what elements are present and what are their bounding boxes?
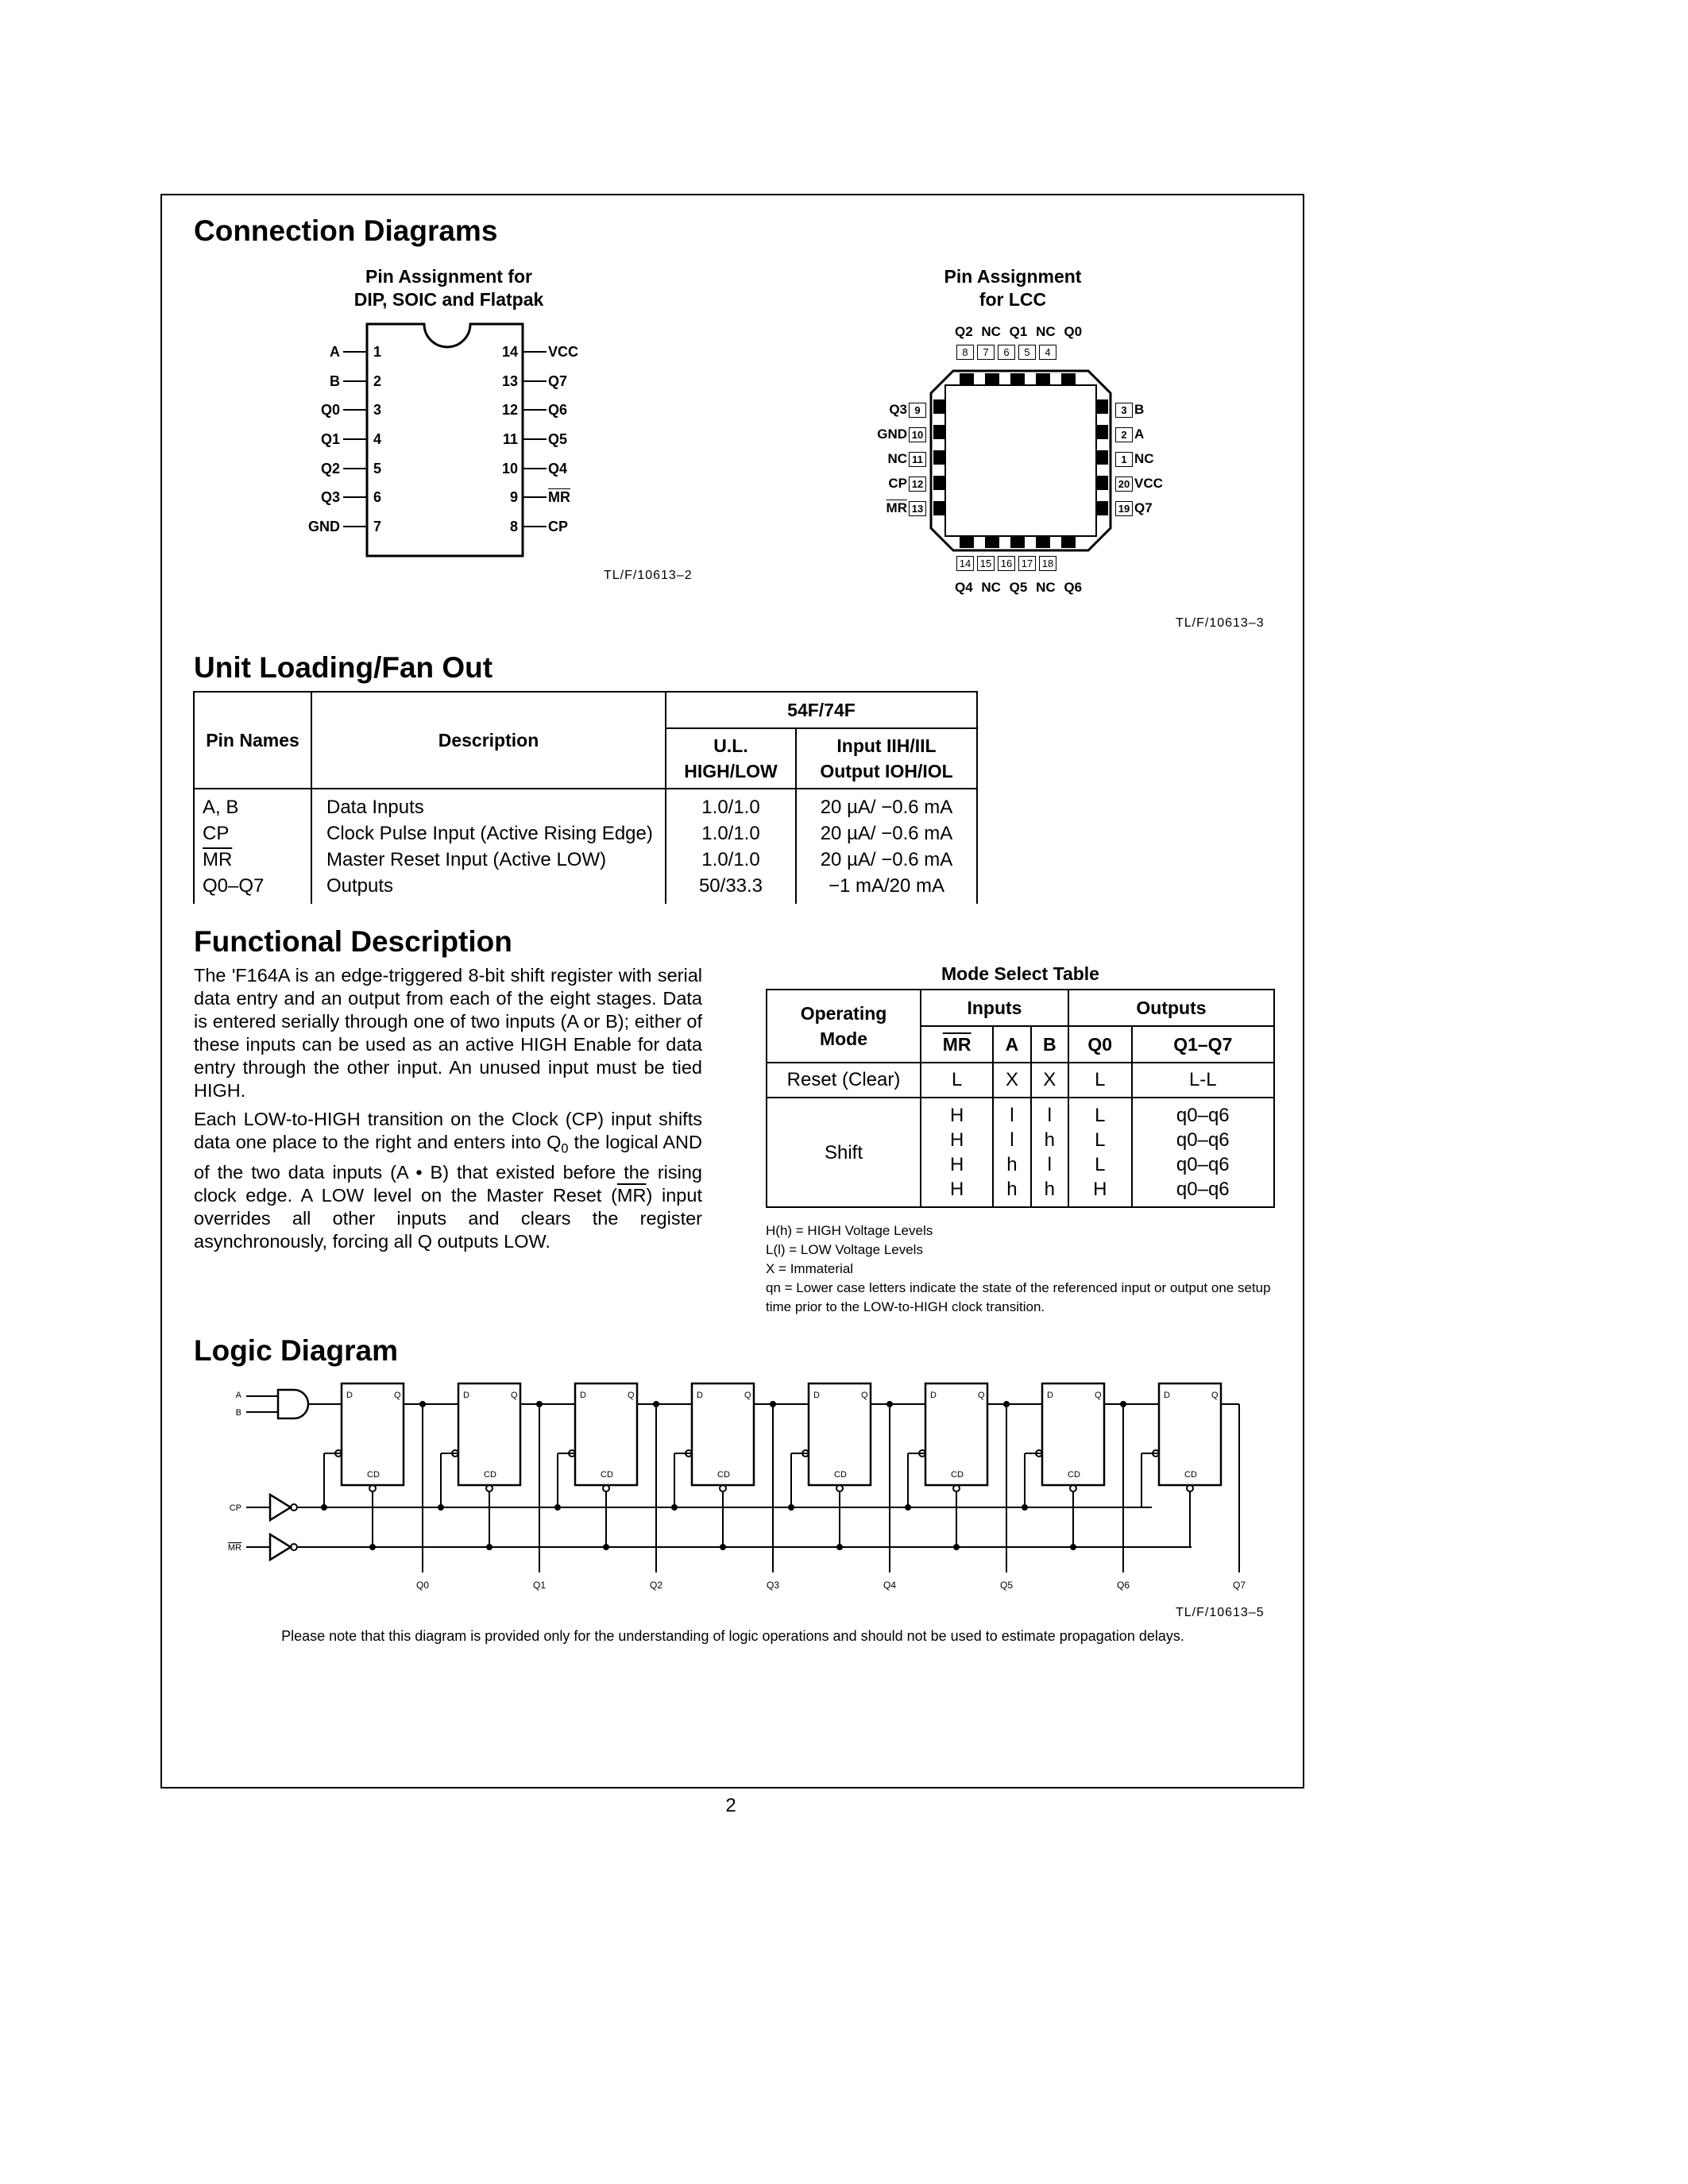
dip-pin-label: Q3 (320, 489, 340, 505)
lcc-left-pin (866, 500, 928, 516)
qn-cell: L-L (1132, 1063, 1274, 1098)
dip-pin-number: 10 (501, 461, 518, 477)
ff-cd-label: CD (601, 1470, 613, 1480)
ff-cd-label: CD (951, 1470, 964, 1480)
ff-d-label: D (1164, 1391, 1170, 1400)
dip-pin-label: GND (308, 519, 340, 534)
col-input: Input IIH/IIL (836, 735, 937, 756)
lcc-pin-label: Q3 (889, 402, 907, 417)
lcc-caption (906, 265, 1120, 311)
output-label: Q6 (1116, 1580, 1130, 1591)
dip-pin-number: 13 (501, 373, 518, 389)
pin-cell: $\overline{MR}$ (203, 849, 233, 870)
ul-column (666, 789, 796, 904)
qn-cell: q0–q6 (1176, 1179, 1230, 1200)
ff-cd-label: CD (834, 1470, 847, 1480)
lcc-bottom-labels: Q4 NC Q5 NC Q6 (955, 580, 1083, 595)
dip-pin-number: 6 (373, 489, 382, 505)
lcc-right-pin (1114, 402, 1144, 418)
dip-pin-number: 12 (501, 402, 518, 418)
logic-diagram (214, 1374, 1271, 1604)
ff-q-label: Q (861, 1391, 868, 1400)
lcc-top-labels: Q2 NC Q1 NC Q0 (955, 324, 1083, 339)
dip-pin-number: 8 (509, 519, 518, 534)
functional-paragraph-1: The 'F164A is an edge-triggered 8-bit shift register with serial data entry and an output from each of the eight stages. Data is entered serially through one of two inputs (A or B); either of these inputs can be used as an active HIGH Enable for data entry through the other input. An unused input must be tied HIGH. (194, 965, 702, 1101)
dip-pin-label: Q6 (548, 402, 568, 418)
lcc-pin-number: 11 (909, 452, 926, 467)
desc-cell: Master Reset Input (Active LOW) (326, 849, 607, 870)
lcc-pin-number: 9 (909, 403, 926, 418)
lcc-pin-number: 3 (1115, 403, 1133, 418)
logic-ref: TL/F/10613–5 (1176, 1606, 1265, 1619)
dip-pin-label: Q2 (320, 461, 340, 477)
lcc-pin-number: 15 (977, 556, 995, 571)
a-column (993, 1098, 1030, 1207)
dip-caption-line1: Pin Assignment for (365, 266, 532, 287)
dip-pin-label: CP (548, 519, 569, 534)
reset-row (767, 1063, 1274, 1098)
lcc-pin-label: CP (888, 476, 907, 491)
dip-pin-label: Q0 (320, 402, 340, 418)
output-label: Q7 (1232, 1580, 1246, 1591)
lcc-pin-number: 19 (1115, 501, 1133, 516)
ff-q-label: Q (628, 1391, 635, 1400)
mode-cell: Shift (767, 1098, 921, 1207)
lcc-pin-number: 6 (998, 345, 1015, 360)
col-mode-line2: Mode (819, 1028, 868, 1049)
mr-cell: L (921, 1063, 993, 1098)
col-description: Description (311, 692, 666, 789)
q0-cell: L (1095, 1129, 1106, 1151)
pin-column (194, 789, 311, 904)
lcc-pin-number: 14 (956, 556, 974, 571)
lcc-left-pin (866, 402, 928, 418)
qn-cell: q0–q6 (1176, 1154, 1230, 1175)
functional-p2-part-a: Each LOW-to-HIGH transition on the Clock (CP) input shifts data one place to the right and enters into Q (194, 1109, 702, 1152)
lcc-caption-line1: Pin Assignment (944, 266, 1082, 287)
col-mode-line1: Operating (800, 1003, 887, 1024)
lcc-left-pin (866, 426, 928, 442)
col-ul-line1: U.L. (713, 735, 748, 756)
lcc-right-pin (1114, 451, 1154, 467)
lcc-ref: TL/F/10613–3 (1176, 616, 1265, 630)
ff-d-label: D (813, 1391, 820, 1400)
shift-rows (767, 1098, 1274, 1207)
ul-cell: 1.0/1.0 (701, 797, 760, 818)
dip-pin-number: 11 (502, 431, 518, 447)
col-q0: Q0 (1068, 1026, 1132, 1063)
dip-pin-label: Q7 (548, 373, 568, 389)
col-pin-names: Pin Names (194, 692, 311, 789)
q0-column (1068, 1098, 1132, 1207)
lcc-pin-number: 7 (977, 345, 995, 360)
functional-p2-mr: $\overline{MR}$ (616, 1184, 647, 1206)
functional-heading: Functional Description (194, 925, 512, 958)
b-cell: l (1047, 1154, 1052, 1175)
lcc-pin-number: 5 (1018, 345, 1036, 360)
note-line: qn = Lower case letters indicate the state of the referenced input or output one setup time prior to the LOW-to-HIGH clock transition. (766, 1280, 1271, 1314)
io-cell: −1 mA/20 mA (828, 875, 945, 897)
logic-wires (246, 1383, 1239, 1572)
lcc-right-pin (1114, 426, 1144, 442)
lcc-pin-number: 20 (1115, 477, 1133, 492)
b-cell: h (1044, 1129, 1055, 1151)
connection-heading: Connection Diagrams (194, 214, 498, 247)
note-line: L(l) = LOW Voltage Levels (766, 1242, 923, 1257)
ff-d-label: D (697, 1391, 703, 1400)
ff-cd-label: CD (367, 1470, 380, 1480)
ff-d-label: D (346, 1391, 353, 1400)
desc-cell: Outputs (326, 875, 394, 897)
lcc-pin-label: $\overline{MR}$ (886, 500, 907, 515)
lcc-left-pin (866, 476, 928, 492)
functional-p2-part-b: the logical AND of the two data inputs (A • B) that existed before the rising clock edge. A LOW level on the Master Reset ( (194, 1132, 702, 1206)
ff-d-label: D (930, 1391, 937, 1400)
q0-cell: L (1095, 1105, 1106, 1126)
dip-pin-label: Q1 (320, 431, 340, 447)
output-label: Q2 (649, 1580, 663, 1591)
dip-ref: TL/F/10613–2 (604, 569, 693, 582)
col-a: A (993, 1026, 1030, 1063)
a-cell: h (1006, 1154, 1018, 1175)
output-label: Q5 (999, 1580, 1014, 1591)
logic-labels (228, 1391, 242, 1553)
lcc-pin-number: 18 (1039, 556, 1056, 571)
col-outputs: Outputs (1068, 990, 1274, 1026)
b-cell: h (1044, 1179, 1055, 1200)
functional-p2-sub: 0 (561, 1141, 569, 1156)
description-column (311, 789, 666, 904)
dip-pin-label: $\overline{MR}$ (548, 489, 570, 505)
lcc-pin-label: NC (1134, 451, 1154, 466)
ff-cd-label: CD (1068, 1470, 1080, 1480)
io-cell: 20 µA/ −0.6 mA (820, 849, 953, 870)
mr-cell: H (949, 1129, 964, 1151)
lcc-pin-label: Q7 (1134, 500, 1153, 515)
lcc-pin-label: GND (877, 426, 907, 442)
dip-caption (318, 265, 580, 311)
a-cell: l (1010, 1129, 1014, 1151)
ff-q-label: Q (394, 1391, 401, 1400)
col-ul-line2: HIGH/LOW (684, 761, 778, 781)
logic-label-cp: CP (229, 1503, 241, 1513)
ff-d-label: D (1047, 1391, 1053, 1400)
logic-heading: Logic Diagram (194, 1334, 398, 1367)
ff-q-label: Q (978, 1391, 985, 1400)
dip-pin-number: 1 (373, 344, 382, 360)
output-label: Q4 (883, 1580, 897, 1591)
desc-cell: Clock Pulse Input (Active Rising Edge) (326, 823, 653, 844)
pin-cell: A, B (203, 797, 239, 818)
logic-note: Please note that this diagram is provided only for the understanding of logic operations and should not be used to estimate propagation delays. (281, 1628, 1184, 1644)
ul-cell: 50/33.3 (698, 875, 763, 897)
logic-label-a: A (235, 1391, 241, 1400)
ff-q-label: Q (1095, 1391, 1102, 1400)
lcc-pin-number: 16 (998, 556, 1015, 571)
dip-pin-label: Q4 (548, 461, 568, 477)
logic-label-b: B (235, 1408, 241, 1418)
ff-q-label: Q (1211, 1391, 1219, 1400)
dip-pin-number: 9 (509, 489, 518, 505)
dip-pin-number: 2 (373, 373, 382, 389)
ff-cd-label: CD (1184, 1470, 1197, 1480)
col-output: Output IOH/IOL (820, 761, 953, 781)
ul-cell: 1.0/1.0 (701, 823, 760, 844)
dip-pin-number: 5 (373, 461, 382, 477)
lcc-right-pin (1114, 476, 1163, 492)
ff-d-label: D (580, 1391, 586, 1400)
qn-column (1132, 1098, 1274, 1207)
lcc-pin-number: 17 (1018, 556, 1036, 571)
lcc-right-pin (1114, 500, 1153, 516)
lcc-pin-label: A (1134, 426, 1145, 442)
note-line: H(h) = HIGH Voltage Levels (766, 1223, 933, 1238)
lcc-pin-label: NC (887, 451, 907, 466)
dip-caption-line2: DIP, SOIC and Flatpak (353, 289, 544, 310)
a-cell: h (1006, 1179, 1018, 1200)
logic-label-mr: MR (227, 1543, 241, 1553)
col-mr: $\overline{MR}$ (921, 1026, 993, 1063)
output-label: Q0 (415, 1580, 430, 1591)
b-cell: l (1047, 1105, 1052, 1126)
lcc-left-pin (866, 451, 928, 467)
dip-pin-number: 7 (373, 519, 382, 534)
desc-cell: Data Inputs (326, 797, 424, 818)
mode-select-table (766, 989, 1275, 1208)
lcc-pin-label: VCC (1134, 476, 1163, 491)
mode-table-notes (766, 1221, 1278, 1317)
ff-cd-label: CD (484, 1470, 496, 1480)
lcc-pin-number: 8 (956, 345, 974, 360)
dip-pin-label: VCC (548, 344, 579, 360)
ul-cell: 1.0/1.0 (701, 849, 760, 870)
mr-column (921, 1098, 993, 1207)
qn-cell: q0–q6 (1176, 1129, 1230, 1151)
lcc-pin-number: 12 (909, 477, 926, 492)
output-label: Q1 (532, 1580, 547, 1591)
col-q1-q7: Q1–Q7 (1132, 1026, 1274, 1063)
lcc-pin-number: 13 (909, 501, 926, 516)
lcc-bottom-pins (955, 556, 1058, 571)
b-column (1031, 1098, 1068, 1207)
mr-cell: H (949, 1179, 964, 1200)
pin-cell: CP (203, 823, 230, 844)
col-family: 54F/74F (666, 692, 977, 728)
dip-pin-label: A (330, 344, 340, 360)
q0-cell: H (1093, 1179, 1107, 1200)
ff-q-label: Q (744, 1391, 751, 1400)
col-ul (666, 728, 796, 789)
page-number: 2 (725, 1795, 736, 1816)
col-io (796, 728, 977, 789)
mode-table-title: Mode Select Table (941, 963, 1099, 984)
dip-pin-number: 4 (373, 431, 382, 447)
mr-cell: H (949, 1154, 964, 1175)
lcc-pin-number: 1 (1115, 452, 1133, 467)
lcc-caption-line2: for LCC (979, 289, 1047, 310)
dip-pin-label: B (330, 373, 340, 389)
unit-loading-heading: Unit Loading/Fan Out (194, 651, 493, 684)
mode-cell: Reset (Clear) (767, 1063, 921, 1098)
note-line: X = Immaterial (766, 1261, 854, 1276)
q0-cell: L (1068, 1063, 1132, 1098)
dip-pin-number: 14 (501, 344, 518, 360)
io-column (796, 789, 977, 904)
col-inputs: Inputs (921, 990, 1068, 1026)
lcc-pin-label: B (1134, 402, 1145, 417)
functional-paragraph-2 (194, 1108, 702, 1253)
lcc-pin-number: 2 (1115, 427, 1133, 442)
output-label: Q3 (766, 1580, 780, 1591)
col-b: B (1031, 1026, 1068, 1063)
ff-cd-label: CD (717, 1470, 730, 1480)
lcc-top-pins (955, 345, 1058, 360)
dip-pin-number: 3 (373, 402, 382, 418)
dip-pin-label: Q5 (548, 431, 568, 447)
lcc-pin-number: 4 (1039, 345, 1056, 360)
functional-p2-part-c: ) input overrides all other inputs and clears the register asynchronously, forcing all Q outputs LOW. (194, 1184, 702, 1252)
b-cell: X (1031, 1063, 1068, 1098)
ff-q-label: Q (511, 1391, 518, 1400)
qn-cell: q0–q6 (1176, 1105, 1230, 1126)
col-operating-mode (767, 990, 921, 1063)
logic-output-labels (416, 1580, 1246, 1591)
io-cell: 20 µA/ −0.6 mA (820, 797, 953, 818)
unit-loading-table (193, 691, 978, 904)
lcc-pin-number: 10 (909, 427, 926, 442)
ff-d-label: D (463, 1391, 469, 1400)
a-cell: X (993, 1063, 1030, 1098)
io-cell: 20 µA/ −0.6 mA (820, 823, 953, 844)
a-cell: l (1010, 1105, 1014, 1126)
q0-cell: L (1095, 1154, 1106, 1175)
pin-cell: Q0–Q7 (203, 875, 265, 897)
lcc-package (929, 369, 1112, 552)
mr-cell: H (949, 1105, 964, 1126)
